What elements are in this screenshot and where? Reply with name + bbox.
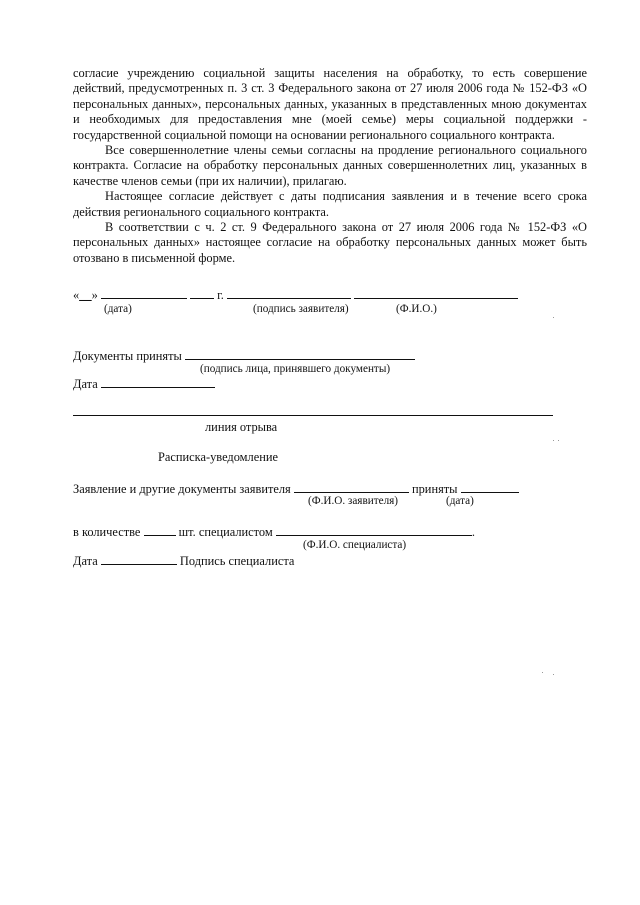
scan-speck [553, 317, 554, 318]
docs-caption: (подпись лица, принявшего документы) [200, 363, 391, 375]
scan-speck [542, 672, 543, 673]
scan-speck [558, 440, 559, 441]
caption-specialist-fio: (Ф.И.О. специалиста) [303, 539, 407, 551]
fio-field[interactable] [354, 287, 518, 299]
receipt-line-1: Заявление и другие документы заявителя приняты [73, 481, 519, 497]
docs-accepted-signature-field[interactable] [185, 348, 415, 360]
scan-speck [553, 674, 554, 675]
receipt-title: Расписка-уведомление [158, 450, 278, 464]
date-year-field[interactable] [190, 287, 214, 299]
tear-line [73, 415, 553, 416]
caption-date: (дата) [104, 303, 132, 315]
tear-line-label: линия отрыва [205, 420, 278, 434]
consent-text [73, 66, 587, 266]
specialist-date-field[interactable] [101, 553, 177, 565]
paragraph-validity: Настоящее согласие действует с даты подписания заявления и в течение всего срока действия регионального социального контракта. [73, 189, 587, 219]
paragraph-family: Все совершеннолетние члены семьи согласны на продление регионального социального контракта. Согласие на обработку персональных данных совершеннолетних лиц, указанных в качестве членов семьи (при их наличии), прилагаю. [73, 143, 587, 188]
acceptance-date-field[interactable] [101, 376, 215, 388]
paragraph-consent: согласие учреждению социальной защиты населения на обработку, то есть совершение действий, предусмотренных п. 3 ст. 3 Федерального закона от 27 июля 2006 года № 152-ФЗ «О персональных данных», персональных данных, указанных в представленных мною документах и необходимых для предоставления мне (моей семье) меры социальной поддержки - государственной социальной помощи на основании регионального социального контракта. [73, 66, 587, 142]
caption-applicant-fio: (Ф.И.О. заявителя) [308, 495, 399, 507]
document-count-field[interactable] [144, 524, 176, 536]
receipt-line-3: Дата Подпись специалиста [73, 554, 295, 568]
receipt-line-2: в количестве шт. специалистом . [73, 525, 475, 539]
scan-speck [553, 440, 554, 441]
signature-field[interactable] [227, 287, 351, 299]
caption-signature: (подпись заявителя) [253, 303, 349, 315]
paragraph-revocation: В соответствии с ч. 2 ст. 9 Федерального закона от 27 июля 2006 года № 152-ФЗ «О персональных данных» настоящее согласие на обработку персональных данных может быть отозвано в письменной форме. [73, 220, 587, 265]
acceptance-date-line: Дата [73, 376, 215, 392]
date-month-field[interactable] [101, 287, 187, 299]
receipt-date-field[interactable] [461, 481, 519, 493]
caption-receipt-date: (дата) [446, 495, 474, 507]
specialist-fio-field[interactable] [276, 524, 472, 536]
date-day-field[interactable]: __ [79, 288, 92, 302]
applicant-fio-field[interactable] [294, 481, 409, 493]
caption-fio: (Ф.И.О.) [396, 303, 437, 315]
docs-accepted-line: Документы приняты [73, 348, 415, 364]
signature-line: «__» г. [73, 287, 518, 303]
